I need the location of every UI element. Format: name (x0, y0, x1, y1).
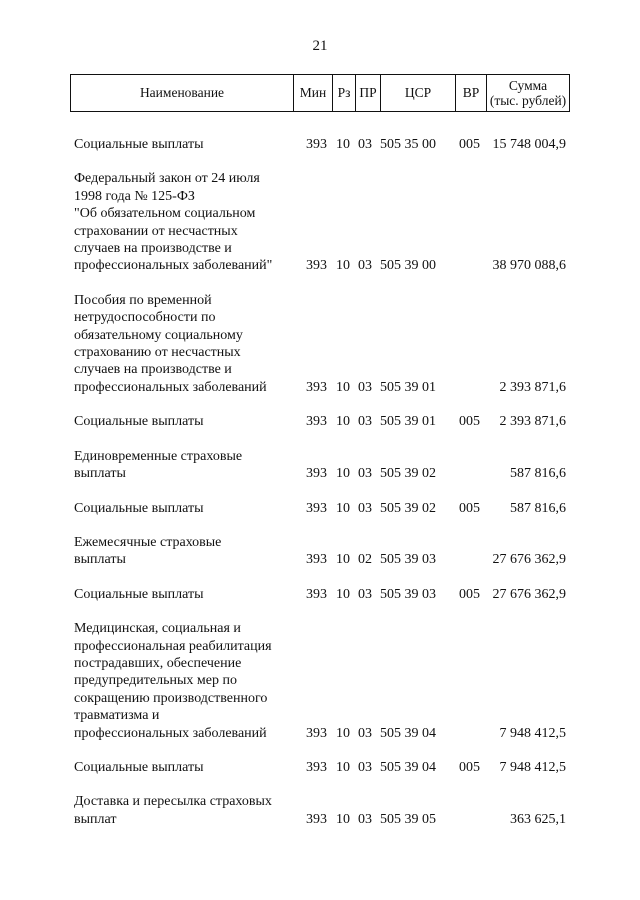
header-amount-line2: (тыс. рублей) (489, 93, 567, 108)
row-min: 393 (306, 725, 327, 741)
row-name (74, 448, 300, 483)
row-pr: 03 (358, 414, 372, 430)
row-amount: 27 676 362,9 (492, 552, 566, 568)
row-min: 393 (306, 552, 327, 568)
row-rz: 10 (336, 759, 350, 775)
row-pr: 02 (358, 552, 372, 568)
row-name (74, 793, 300, 828)
row-vr: 005 (459, 759, 480, 775)
table-header (70, 74, 570, 112)
table-row (74, 793, 574, 828)
row-min: 393 (306, 379, 327, 395)
row-name (74, 586, 300, 603)
table-row (74, 448, 574, 483)
row-name-line: предупредительных мер по (74, 673, 237, 689)
row-pr: 03 (358, 586, 372, 602)
row-name-line: Социальные выплаты (74, 586, 204, 602)
header-pr: ПР (356, 75, 381, 112)
row-vr: 005 (459, 500, 480, 516)
row-csr: 505 39 03 (380, 586, 436, 602)
row-min: 393 (306, 414, 327, 430)
row-pr: 03 (358, 811, 372, 827)
table-row (74, 170, 574, 274)
row-amount: 7 948 412,5 (499, 725, 566, 741)
row-name-line: профессиональная реабилитация (74, 638, 272, 654)
row-name (74, 170, 300, 274)
row-rz: 10 (336, 258, 350, 274)
row-name-line: Единовременные страховые (74, 448, 243, 464)
row-vr: 005 (459, 414, 480, 430)
row-min: 393 (306, 811, 327, 827)
row-min: 393 (306, 137, 327, 152)
row-csr: 505 39 01 (380, 379, 436, 395)
row-name (74, 413, 300, 430)
row-vr: 005 (459, 586, 480, 602)
table-row (74, 534, 574, 569)
row-name (74, 500, 300, 517)
row-amount: 587 816,6 (510, 500, 566, 516)
row-csr: 505 39 04 (380, 725, 436, 741)
row-name (74, 292, 300, 396)
row-pr: 03 (358, 759, 372, 775)
row-name (74, 759, 300, 776)
header-csr: ЦСР (381, 75, 456, 112)
row-name-line: выплаты (74, 552, 126, 568)
row-rz: 10 (336, 552, 350, 568)
table-row (74, 759, 574, 776)
row-amount: 38 970 088,6 (492, 258, 566, 274)
row-csr: 505 39 04 (380, 759, 436, 775)
row-name-line: Социальные выплаты (74, 759, 204, 775)
row-amount: 15 748 004,9 (492, 137, 566, 152)
row-amount: 363 625,1 (510, 811, 566, 827)
header-amount (487, 75, 570, 112)
row-min: 393 (306, 258, 327, 274)
row-rz: 10 (336, 466, 350, 482)
row-pr: 03 (358, 500, 372, 516)
row-name-line: выплаты (74, 466, 126, 482)
table-row (74, 500, 574, 517)
table-row (74, 413, 574, 430)
row-rz: 10 (336, 137, 350, 152)
row-amount: 587 816,6 (510, 466, 566, 482)
row-vr: 005 (459, 137, 480, 152)
row-name-line: травматизма и (74, 708, 160, 724)
row-name-line: Доставка и пересылка страховых (74, 794, 272, 810)
row-csr: 505 35 00 (380, 137, 436, 152)
row-min: 393 (306, 759, 327, 775)
table-row (74, 586, 574, 603)
row-name-line: "Об обязательном социальном (74, 206, 256, 222)
row-name-line: профессиональных заболеваний (74, 725, 267, 741)
row-pr: 03 (358, 466, 372, 482)
header-rz: Рз (333, 75, 356, 112)
row-pr: 03 (358, 137, 372, 152)
row-amount: 2 393 871,6 (499, 379, 566, 395)
row-name-line: Федеральный закон от 24 июля (74, 171, 260, 187)
row-amount: 7 948 412,5 (499, 759, 566, 775)
table-row (74, 292, 574, 396)
row-csr: 505 39 05 (380, 811, 436, 827)
row-min: 393 (306, 586, 327, 602)
row-name-line: страхованию от несчастных (74, 345, 241, 361)
row-name-line: выплат (74, 811, 117, 827)
row-name-line: сокращению производственного (74, 690, 268, 706)
row-name-line: нетрудоспособности по (74, 310, 216, 326)
header-amount-line1: Сумма (508, 78, 548, 93)
row-min: 393 (306, 500, 327, 516)
row-pr: 03 (358, 258, 372, 274)
row-pr: 03 (358, 725, 372, 741)
row-rz: 10 (336, 725, 350, 741)
row-name-line: Пособия по временной (74, 292, 212, 308)
row-pr: 03 (358, 379, 372, 395)
header-vr: ВР (456, 75, 487, 112)
row-name-line: Медицинская, социальная и (74, 621, 241, 637)
row-csr: 505 39 02 (380, 466, 436, 482)
header-name: Наименование (71, 75, 294, 112)
row-name-line: профессиональных заболеваний (74, 379, 267, 395)
row-name (74, 136, 300, 153)
row-name-line: Ежемесячные страховые (74, 534, 222, 550)
table-row (74, 620, 574, 742)
row-name-line: Социальные выплаты (74, 500, 204, 516)
row-csr: 505 39 02 (380, 500, 436, 516)
row-name-line: 1998 года № 125-ФЗ (74, 188, 195, 204)
row-rz: 10 (336, 500, 350, 516)
table-row (74, 136, 574, 153)
budget-rows (74, 136, 574, 845)
row-name-line: страховании от несчастных (74, 223, 238, 239)
row-name (74, 534, 300, 569)
row-name-line: случаев на производстве и (74, 241, 232, 257)
row-name-line: Социальные выплаты (74, 137, 204, 152)
row-name-line: Социальные выплаты (74, 414, 204, 430)
row-name (74, 620, 300, 742)
row-name-line: пострадавших, обеспечение (74, 655, 242, 671)
row-rz: 10 (336, 379, 350, 395)
row-amount: 27 676 362,9 (492, 586, 566, 602)
header-min: Мин (294, 75, 333, 112)
row-csr: 505 39 03 (380, 552, 436, 568)
row-rz: 10 (336, 586, 350, 602)
row-name-line: обязательному социальному (74, 327, 243, 343)
row-min: 393 (306, 466, 327, 482)
page-number: 21 (312, 38, 328, 54)
row-name-line: профессиональных заболеваний" (74, 258, 273, 274)
row-csr: 505 39 00 (380, 258, 436, 274)
row-name-line: случаев на производстве и (74, 362, 232, 378)
row-rz: 10 (336, 811, 350, 827)
row-csr: 505 39 01 (380, 414, 436, 430)
row-amount: 2 393 871,6 (499, 414, 566, 430)
row-rz: 10 (336, 414, 350, 430)
